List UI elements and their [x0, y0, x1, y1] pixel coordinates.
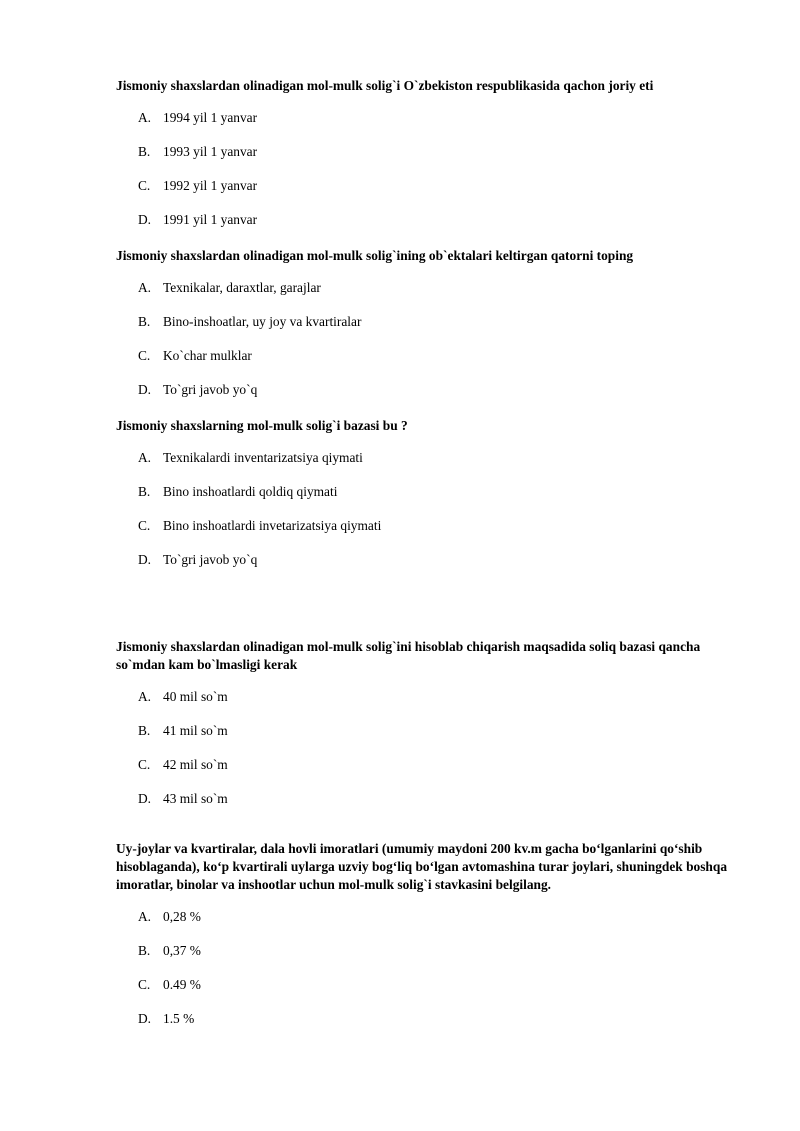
question-text: Uy-joylar va kvartiralar, dala hovli imoratlari (umumiy maydoni 200 kv.m gacha bo‘lganlarini qo‘shib hisoblaganda), ko‘p kvartirali uylarga uzviy bog‘liq bo‘lgan avtomashina turar joylari, shuningdek boshqa imoratlar, binolar va inshootlar uchun mol-mulk solig`i stavkasini belgilang. [116, 841, 728, 892]
option-text: 1.5 % [163, 1011, 195, 1026]
option-letter: B. [138, 484, 151, 499]
option-b [138, 942, 728, 960]
question-text: Jismoniy shaxslardan olinadigan mol-mulk solig`ining ob`ektalari keltirgan qatorni toping [116, 248, 634, 263]
option-letter: A. [138, 909, 152, 924]
option-letter: C. [138, 518, 151, 533]
options-list [116, 435, 728, 567]
option-letter: C. [138, 348, 151, 363]
question-5 [116, 840, 728, 1026]
option-letter: D. [138, 1011, 152, 1026]
option-letter: D. [138, 212, 152, 227]
options-list [116, 674, 728, 806]
option-text: 0,37 % [163, 943, 201, 958]
option-letter: A. [138, 280, 152, 295]
option-a [138, 109, 728, 127]
option-c [138, 177, 728, 195]
option-text: Bino inshoatlardi qoldiq qiymati [163, 484, 338, 499]
option-d [138, 381, 728, 399]
question-3 [116, 417, 728, 567]
option-d [138, 790, 728, 808]
options-list [116, 265, 728, 397]
option-text: 41 mil so`m [163, 723, 228, 738]
question-text: Jismoniy shaxslardan olinadigan mol-mulk solig`ini hisoblab chiqarish maqsadida soliq bazasi qancha so`mdan kam bo`lmasligi kerak [116, 639, 701, 672]
option-text: 43 mil so`m [163, 791, 228, 806]
option-letter: A. [138, 689, 152, 704]
option-d [138, 1010, 728, 1028]
option-text: To`gri javob yo`q [163, 382, 258, 397]
options-list [116, 894, 728, 1026]
option-letter: D. [138, 552, 152, 567]
option-d [138, 211, 728, 229]
option-text: 1991 yil 1 yanvar [163, 212, 258, 227]
option-b [138, 313, 728, 331]
question-1 [116, 77, 728, 227]
option-text: 1993 yil 1 yanvar [163, 144, 258, 159]
option-text: 40 mil so`m [163, 689, 228, 704]
question-4 [116, 638, 728, 806]
option-text: Texnikalardi inventarizatsiya qiymati [163, 450, 363, 465]
option-a [138, 908, 728, 926]
option-letter: C. [138, 977, 151, 992]
option-text: Bino inshoatlardi invetarizatsiya qiymati [163, 518, 382, 533]
option-letter: D. [138, 791, 152, 806]
question-text: Jismoniy shaxslarning mol-mulk solig`i bazasi bu ? [116, 418, 408, 433]
option-a [138, 449, 728, 467]
option-text: Ko`char mulklar [163, 348, 252, 363]
option-b [138, 483, 728, 501]
option-a [138, 279, 728, 297]
option-c [138, 756, 728, 774]
question-text: Jismoniy shaxslardan olinadigan mol-mulk solig`i O`zbekiston respublikasida qachon joriy eti [116, 78, 654, 93]
option-letter: A. [138, 110, 152, 125]
option-text: 42 mil so`m [163, 757, 228, 772]
option-letter: A. [138, 450, 152, 465]
question-2 [116, 247, 728, 397]
option-a [138, 688, 728, 706]
option-text: Texnikalar, daraxtlar, garajlar [163, 280, 321, 295]
option-text: 1994 yil 1 yanvar [163, 110, 258, 125]
option-letter: B. [138, 943, 151, 958]
option-letter: C. [138, 178, 151, 193]
option-c [138, 517, 728, 535]
options-list [116, 95, 728, 227]
option-letter: B. [138, 314, 151, 329]
option-letter: B. [138, 144, 151, 159]
option-text: 0,28 % [163, 909, 201, 924]
option-d [138, 551, 728, 569]
option-text: 1992 yil 1 yanvar [163, 178, 258, 193]
option-letter: B. [138, 723, 151, 738]
option-letter: C. [138, 757, 151, 772]
option-text: 0.49 % [163, 977, 201, 992]
option-c [138, 976, 728, 994]
option-c [138, 347, 728, 365]
option-text: Bino-inshoatlar, uy joy va kvartiralar [163, 314, 362, 329]
option-text: To`gri javob yo`q [163, 552, 258, 567]
option-b [138, 722, 728, 740]
option-b [138, 143, 728, 161]
option-letter: D. [138, 382, 152, 397]
